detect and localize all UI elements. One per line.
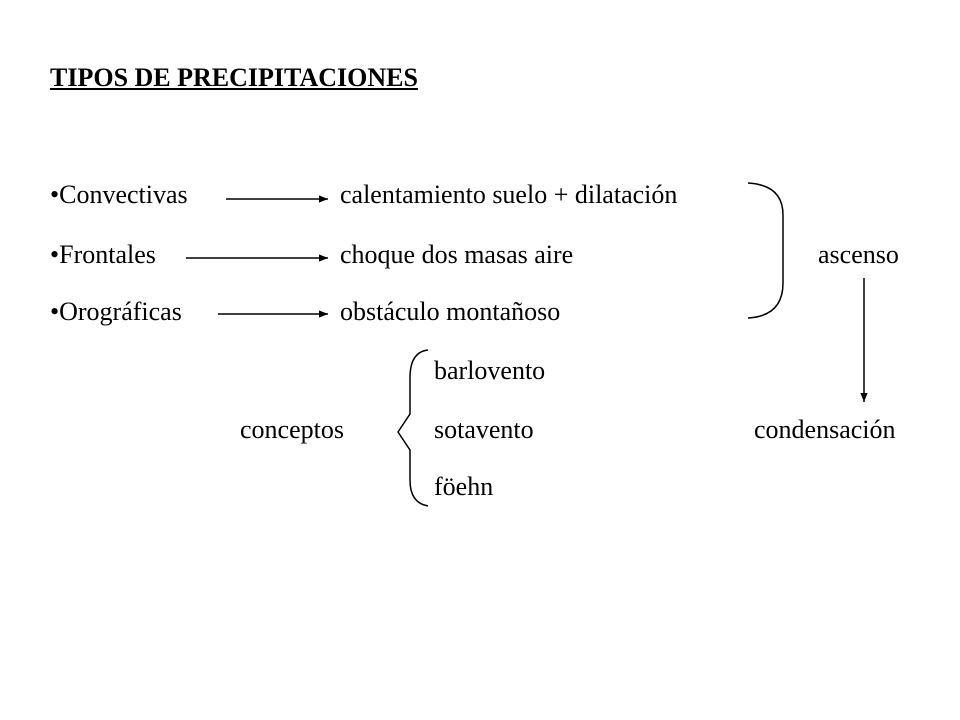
bullet: • [50,240,60,269]
type-name: Convectivas [59,180,188,209]
bullet: • [50,297,60,326]
bullet: • [50,180,60,209]
concepts-label: conceptos [240,415,344,444]
type-name: Frontales [59,240,156,269]
brace-concepts [398,350,428,506]
concept-item: sotavento [434,415,534,444]
concept-item: barlovento [434,356,546,385]
cause-convectivas: calentamiento suelo + dilatación [340,180,678,209]
bracket-right [748,183,783,318]
type-name: Orográficas [59,297,182,326]
cause-frontales: choque dos masas aire [340,240,574,269]
concept-item: föehn [434,472,494,501]
cause-orograficas: obstáculo montañoso [340,297,561,326]
result-ascenso: ascenso [818,240,899,269]
page-title: TIPOS DE PRECIPITACIONES [50,63,418,92]
result-condensacion: condensación [754,415,896,444]
